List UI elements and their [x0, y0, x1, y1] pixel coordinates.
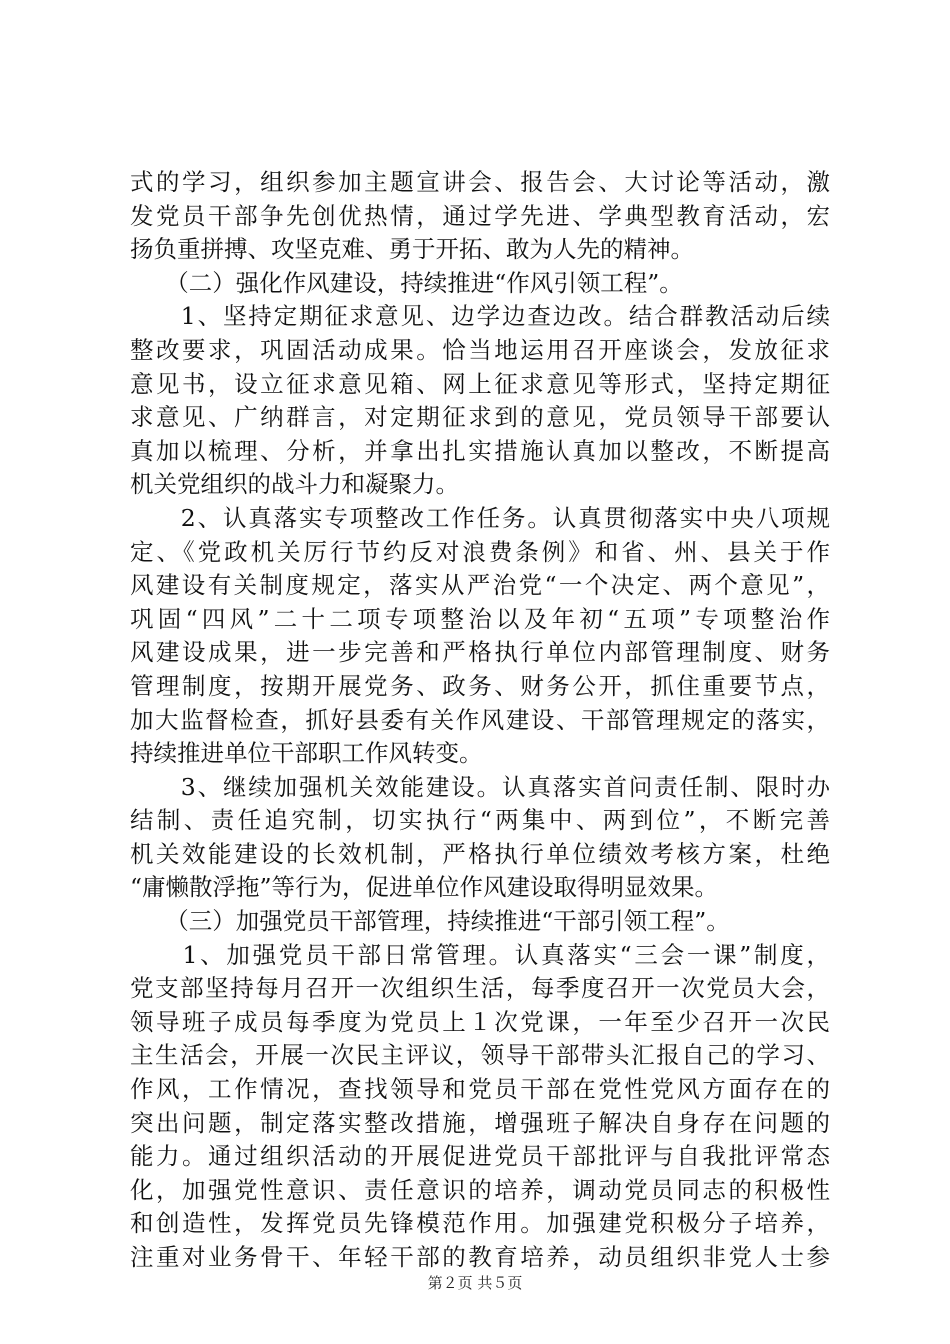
text-line: 1、坚持定期征求意见、边学边查边改。结合群教活动后续 [130, 302, 830, 331]
text-line: 机关党组织的战斗力和凝聚力。 [130, 470, 459, 499]
text-line: 风建设有关制度规定，落实从严治党“一个决定、两个意见”， [130, 571, 830, 600]
text-line: 式的学习，组织参加主题宣讲会、报告会、大讨论等活动，激 [130, 168, 830, 196]
text-line: 党支部坚持每月召开一次组织生活，每季度召开一次党员大会， [130, 974, 830, 1003]
text-line: 突出问题，制定落实整改措施，增强班子解决自身存在问题的 [130, 1108, 830, 1137]
text-line: 3、继续加强机关效能建设。认真落实首问责任制、限时办 [130, 772, 830, 801]
text-line: 能力。通过组织活动的开展促进党员干部批评与自我批评常态 [130, 1142, 830, 1171]
text-line: 1、加强党员干部日常管理。认真落实“三会一课”制度， [130, 940, 830, 969]
text-line: 结制、责任追究制，切实执行“两集中、两到位”，不断完善 [130, 806, 830, 835]
text-line: 领导班子成员每季度为党员上１次党课，一年至少召开一次民 [130, 1007, 830, 1036]
section-heading: （三）加强党员干部管理，持续推进“干部引领工程”。 [130, 907, 730, 936]
text-line: 扬负重拼搏、攻坚克难、勇于开拓、敢为人先的精神。 [130, 235, 694, 264]
text-line: 作风，工作情况，查找领导和党员干部在党性党风方面存在的 [130, 1075, 830, 1104]
text-line: 持续推进单位干部职工作风转变。 [130, 739, 483, 768]
text-line: 加大监督检查，抓好县委有关作风建设、干部管理规定的落实， [130, 705, 830, 734]
text-line: 定、《党政机关厉行节约反对浪费条例》和省、州、县关于作 [130, 537, 830, 566]
text-line: 风建设成果，进一步完善和严格执行单位内部管理制度、财务 [130, 638, 830, 667]
text-line: 2、认真落实专项整改工作任务。认真贯彻落实中央八项规 [130, 503, 830, 532]
text-line: 真加以梳理、分析，并拿出扎实措施认真加以整改，不断提高 [130, 436, 830, 465]
text-line: 主生活会，开展一次民主评议，领导干部带头汇报自己的学习、 [130, 1041, 830, 1070]
text-line: 注重对业务骨干、年轻干部的教育培养，动员组织非党人士参 [130, 1243, 830, 1271]
section-heading: （二）强化作风建设，持续推进“作风引领工程”。 [130, 268, 683, 297]
text-line: 发党员干部争先创优热情，通过学先进、学典型教育活动，宏 [130, 201, 830, 230]
text-line: 和创造性，发挥党员先锋模范作用。加强建党积极分子培养， [130, 1209, 830, 1238]
text-line: 化，加强党性意识、责任意识的培养，调动党员同志的积极性 [130, 1175, 830, 1204]
text-line: 机关效能建设的长效机制，严格执行单位绩效考核方案，杜绝 [130, 839, 830, 868]
text-line: “庸懒散浮拖”等行为，促进单位作风建设取得明显效果。 [130, 873, 719, 902]
text-line: 意见书，设立征求意见箱、网上征求意见等形式，坚持定期征 [130, 369, 830, 398]
page-number: 第２页 共５页 [427, 1274, 523, 1292]
text-line: 管理制度，按期开展党务、政务、财务公开，抓住重要节点， [130, 671, 830, 700]
text-line: 整改要求，巩固活动成果。恰当地运用召开座谈会，发放征求 [130, 335, 830, 364]
text-line: 巩固“四风”二十二项专项整治以及年初“五项”专项整治作 [130, 604, 830, 633]
document-body [130, 166, 830, 1275]
text-line: 求意见、广纳群言，对定期征求到的意见，党员领导干部要认 [130, 403, 830, 432]
